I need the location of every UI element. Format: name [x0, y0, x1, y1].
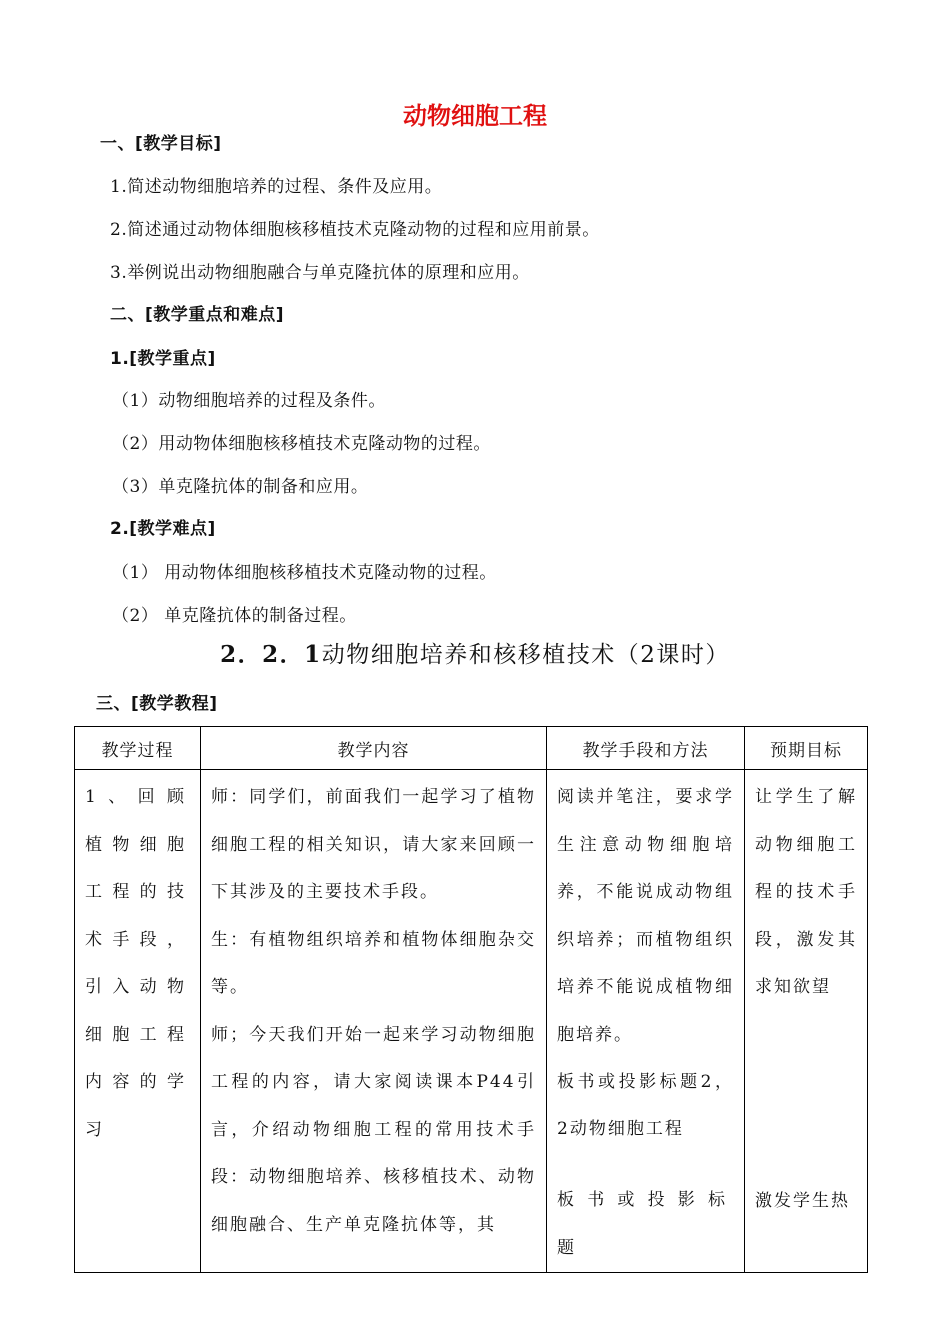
- key-point-1: （1）动物细胞培养的过程及条件。: [112, 391, 386, 411]
- objective-item-3: 3.举例说出动物细胞融合与单克隆抗体的原理和应用。: [110, 263, 530, 283]
- cell-process: [75, 770, 201, 1273]
- objective-item-2: 2.简述通过动物体细胞核移植技术克隆动物的过程和应用前景。: [110, 220, 600, 240]
- difficult-point-1: （1） 用动物体细胞核移植技术克隆动物的过程。: [112, 563, 497, 583]
- content-text: [201, 770, 546, 1249]
- content-paragraph-student: 生：有植物组织培养和植物体细胞杂交等。: [211, 929, 536, 997]
- lesson-table: [74, 726, 868, 1273]
- objective-item-1: 1.简述动物细胞培养的过程、条件及应用。: [110, 177, 443, 197]
- difficult-point-2: （2） 单克隆抗体的制备过程。: [112, 606, 357, 626]
- content-paragraph-teacher-2: 师；今天我们开始一起来学习动物细胞工程的内容，请大家阅读课本P44引言，介绍动物细胞工程的常用技术手段：动物细胞培养、核移植技术、动物细胞融合、生产单克隆抗体等，其: [211, 1024, 536, 1235]
- key-points-heading: 1.[教学重点]: [110, 349, 216, 369]
- lesson-title: 动物细胞培养和核移植技术（2课时）: [321, 642, 730, 668]
- content-paragraph-teacher: 师：同学们，前面我们一起学习了植物细胞工程的相关知识，请大家来回顾一下其涉及的主要技术手段。: [211, 787, 536, 902]
- methods-paragraph-3: 板书或投影标题: [557, 1190, 734, 1258]
- header-goals: 预期目标: [745, 727, 868, 770]
- header-content: 教学内容: [201, 727, 547, 770]
- goals-paragraph-2: 激发学生热: [755, 1190, 850, 1211]
- key-point-3: （3）单克隆抗体的制备和应用。: [112, 477, 369, 497]
- section1-heading: 一、[教学目标]: [100, 134, 222, 154]
- lesson-number: 2．2．1: [220, 641, 322, 668]
- methods-text: [547, 770, 744, 1272]
- cell-content: [201, 770, 547, 1273]
- document-title: 动物细胞工程: [403, 102, 547, 130]
- cell-methods: [547, 770, 745, 1273]
- process-text: 1、回顾植物细胞工程的技术手段，引入动物细胞工程内容的学习: [85, 787, 190, 1140]
- table-row: [75, 770, 868, 1273]
- section2-heading: 二、[教学重点和难点]: [110, 305, 285, 325]
- cell-goals: [745, 770, 868, 1273]
- key-point-2: （2）用动物体细胞核移植技术克隆动物的过程。: [112, 434, 491, 454]
- methods-paragraph-2: 板书或投影标题2，2动物细胞工程: [557, 1072, 734, 1139]
- lesson-heading: [0, 636, 950, 669]
- goals-text: [745, 770, 867, 1225]
- header-process: 教学过程: [75, 727, 201, 770]
- difficult-points-heading: 2.[教学难点]: [110, 519, 216, 539]
- goals-paragraph-1: 让学生了解动物细胞工程的技术手段，激发其求知欲望: [755, 787, 857, 997]
- table-header-row: [75, 727, 868, 770]
- methods-paragraph-1: 阅读并笔注，要求学生注意动物细胞培养，不能说成动物组织培养；而植物组织培养不能说成植物细胞培养。: [557, 787, 734, 1045]
- header-methods: 教学手段和方法: [547, 727, 745, 770]
- section3-heading: 三、[教学教程]: [96, 694, 218, 714]
